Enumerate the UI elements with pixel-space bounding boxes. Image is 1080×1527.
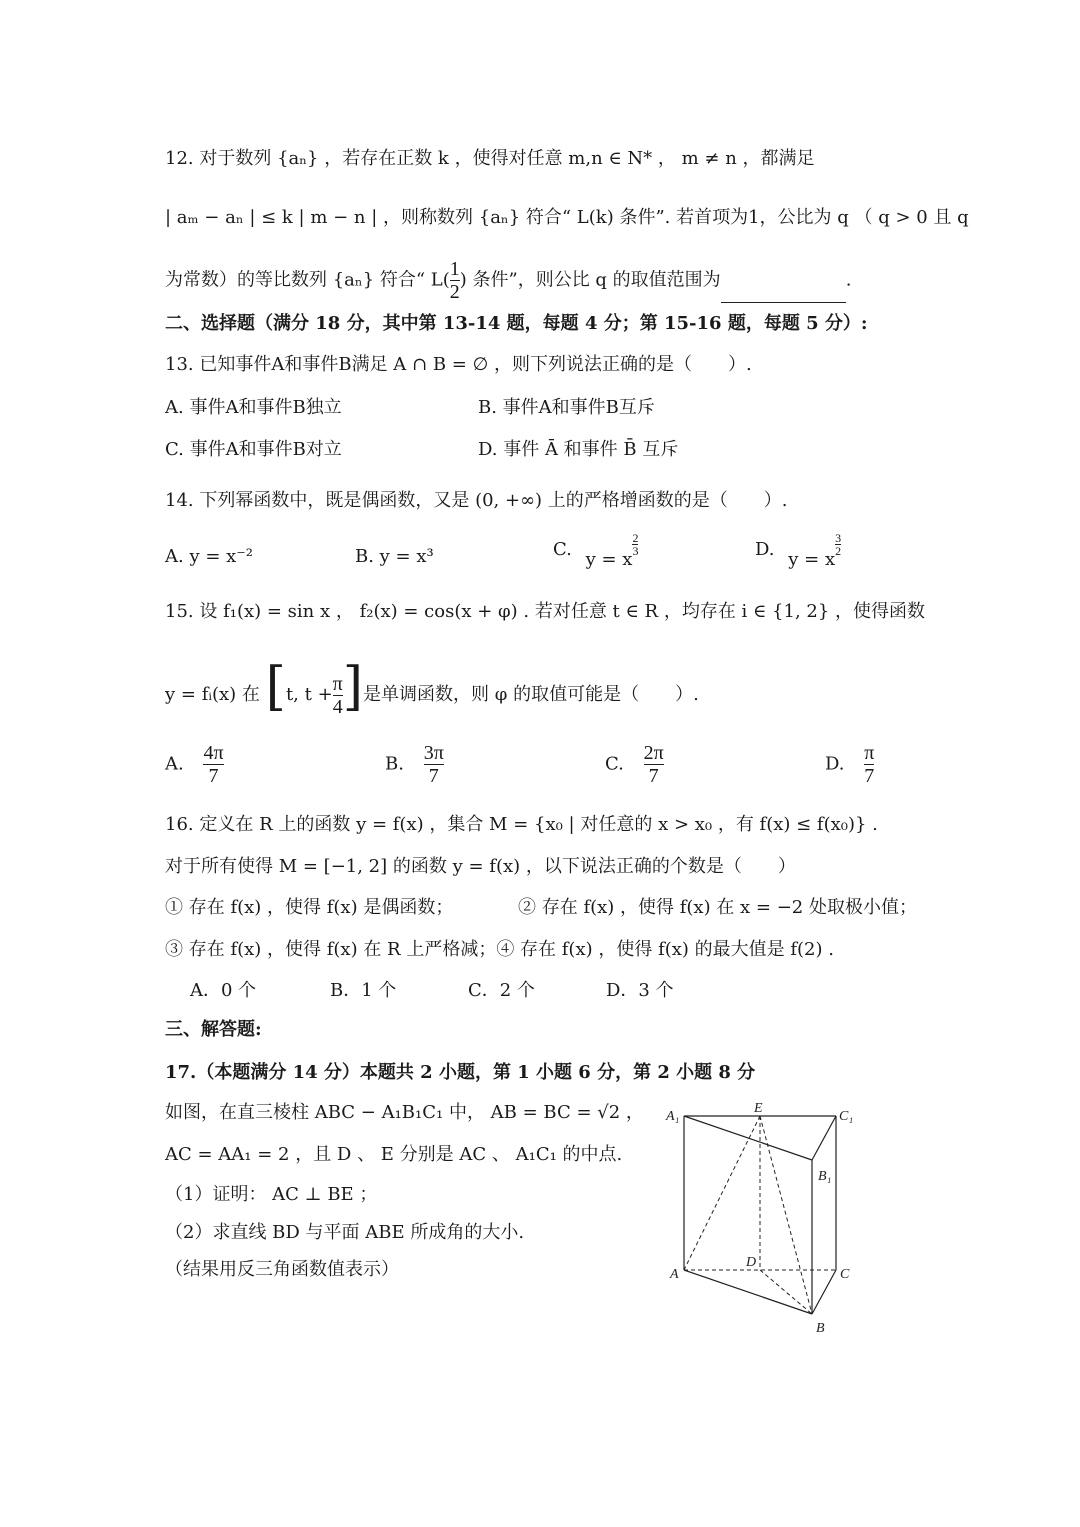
q15-line2-post: 是单调函数，则 φ 的取值可能是（ ）. <box>363 684 699 705</box>
q14-option-d <box>755 530 842 570</box>
q17-part2: （2）求直线 BD 与平面 ABE 所成角的大小. <box>165 1222 525 1243</box>
q12-line3-pre: 为常数）的等比数列 {aₙ} 符合“ L( <box>165 269 450 291</box>
label-b: B <box>816 1321 825 1336</box>
section-3-heading: 三、解答题: <box>165 1019 262 1040</box>
q15-interval-fraction <box>333 673 343 718</box>
q16-option-c: C．2 个 <box>468 980 535 1001</box>
q14-option-a: A. y = x⁻² <box>165 546 254 567</box>
q12-line1: 12. 对于数列 {aₙ} ，若存在正数 k ，使得对任意 m,n ∈ N* ， m ≠ n ，都满足 <box>165 148 815 169</box>
q12-line3-end: . <box>845 269 852 291</box>
q14-stem: 14. 下列幂函数中，既是偶函数，又是 (0, +∞) 上的严格增函数的是（ ）. <box>165 490 788 511</box>
edge-a-b <box>684 1270 812 1314</box>
exp-den: 2 <box>835 543 842 558</box>
label-c1: C₁ <box>839 1109 854 1124</box>
q17-heading: 17.（本题满分 14 分）本题共 2 小题，第 1 小题 6 分，第 2 小题 8 分 <box>165 1062 756 1083</box>
q13-stem: 13. 已知事件A和事件B满足 A ∩ B = ∅ ，则下列说法正确的是（ ）. <box>165 354 752 375</box>
label-b1: B₁ <box>818 1169 832 1184</box>
q12-line3 <box>165 258 851 303</box>
q15-option-b <box>385 742 444 787</box>
q13-option-b: B. 事件A和事件B互斥 <box>478 397 655 418</box>
frac-den: 7 <box>864 765 875 787</box>
option-fraction <box>644 742 664 787</box>
q15-option-d <box>825 742 874 787</box>
edge-a1-b1 <box>684 1116 812 1160</box>
q12-fraction <box>450 258 460 303</box>
left-bracket: [ <box>265 657 286 717</box>
exp-num: 3 <box>835 530 842 545</box>
label-a1: A₁ <box>666 1109 680 1124</box>
option-label: A. <box>165 753 184 775</box>
exp-den: 3 <box>632 543 639 558</box>
q14-option-c-expr: y = x <box>585 549 633 570</box>
exp-num: 2 <box>632 530 639 545</box>
edge-c1-b1 <box>812 1116 836 1160</box>
q14-option-d-exponent <box>835 532 841 557</box>
q13-option-d: D. 事件 Ā 和事件 B̄ 互斥 <box>478 439 679 460</box>
q16-statement-1: ① 存在 f(x) ，使得 f(x) 是偶函数； <box>165 897 454 918</box>
frac-num: π <box>332 672 343 695</box>
q17-line2: AC = AA₁ = 2 ，且 D 、 E 分别是 AC 、 A₁C₁ 的中点. <box>165 1144 623 1165</box>
answer-blank <box>721 284 846 303</box>
label-c: C <box>840 1267 850 1282</box>
q15-option-c <box>605 742 664 787</box>
frac-num: 2π <box>643 742 664 764</box>
option-label: C. <box>605 753 624 775</box>
q13-option-c: C. 事件A和事件B对立 <box>165 439 342 460</box>
q16-line2: 对于所有使得 M = [−1, 2] 的函数 y = f(x) ，以下说法正确的个数是（ ） <box>165 856 796 877</box>
q14-option-d-label: D. <box>755 539 775 560</box>
q16-line1: 16. 定义在 R 上的函数 y = f(x) ，集合 M = {x₀ | 对任意的 x > x₀ ，有 f(x) ≤ f(x₀)} . <box>165 814 878 835</box>
q12-line3-post: ) 条件”，则公比 q 的取值范围为 <box>459 269 721 291</box>
q12-frac-num: 1 <box>449 258 460 280</box>
frac-den: 7 <box>428 765 439 787</box>
q15-line2 <box>165 656 699 722</box>
right-bracket: ] <box>342 657 364 717</box>
q17-line1: 如图，在直三棱柱 ABC − A₁B₁C₁ 中， AB = BC = √2 ， <box>165 1102 644 1123</box>
edge-e-a-hidden <box>684 1116 760 1270</box>
q14-option-c <box>553 530 639 570</box>
q16-option-a: A．0 个 <box>190 980 257 1001</box>
frac-num: 3π <box>423 742 444 764</box>
option-label: B. <box>385 753 404 775</box>
frac-den: 7 <box>648 765 659 787</box>
option-label: D. <box>825 753 845 775</box>
option-fraction <box>203 742 223 787</box>
q14-option-c-exponent <box>632 532 638 557</box>
q14-option-c-label: C. <box>553 539 572 560</box>
q13-option-a: A. 事件A和事件B独立 <box>165 397 342 418</box>
label-d: D <box>746 1255 757 1270</box>
frac-num: 4π <box>203 742 224 764</box>
section-2-heading: 二、选择题（满分 18 分，其中第 13-14 题，每题 4 分；第 15-16 题，每题 5 分）: <box>165 313 868 334</box>
q15-line1: 15. 设 f₁(x) = sin x ， f₂(x) = cos(x + φ) . 若对任意 t ∈ R ，均存在 i ∈ {1, 2} ，使得函数 <box>165 601 926 622</box>
edge-d-b-hidden <box>760 1270 812 1314</box>
frac-den: 4 <box>332 695 343 718</box>
q15-line2-pre: y = fᵢ(x) 在 <box>165 684 260 705</box>
frac-num: π <box>864 742 875 764</box>
label-a: A <box>670 1267 679 1282</box>
frac-den: 7 <box>208 765 219 787</box>
q16-statement-3-4: ③ 存在 f(x) ，使得 f(x) 在 R 上严格减；④ 存在 f(x) ，使得 f(x) 的最大值是 f(2) . <box>165 939 834 960</box>
option-fraction <box>864 742 874 787</box>
q12-frac-den: 2 <box>449 281 460 303</box>
option-fraction <box>424 742 444 787</box>
q17-part1: （1）证明： AC ⊥ BE ； <box>165 1184 378 1205</box>
q14-option-d-expr: y = x <box>788 549 836 570</box>
q12-line2: | aₘ − aₙ | ≤ k | m − n | ，则称数列 {aₙ} 符合“ L(k) 条件”. 若首项为1，公比为 q （ q > 0 且 q <box>165 207 969 228</box>
edge-c-b <box>812 1270 836 1314</box>
q16-option-b: B．1 个 <box>330 980 397 1001</box>
q15-interval-left: t, t + <box>285 684 333 705</box>
q15-option-a <box>165 742 224 787</box>
edge-e-b-hidden <box>760 1116 812 1314</box>
q14-option-b: B. y = x³ <box>355 546 434 567</box>
q16-option-d: D．3 个 <box>606 980 674 1001</box>
label-e: E <box>754 1101 763 1116</box>
q17-part3: （结果用反三角函数值表示） <box>165 1259 399 1280</box>
prism-figure <box>660 1100 860 1340</box>
q16-statement-2: ② 存在 f(x) ，使得 f(x) 在 x = −2 处取极小值； <box>518 897 917 918</box>
